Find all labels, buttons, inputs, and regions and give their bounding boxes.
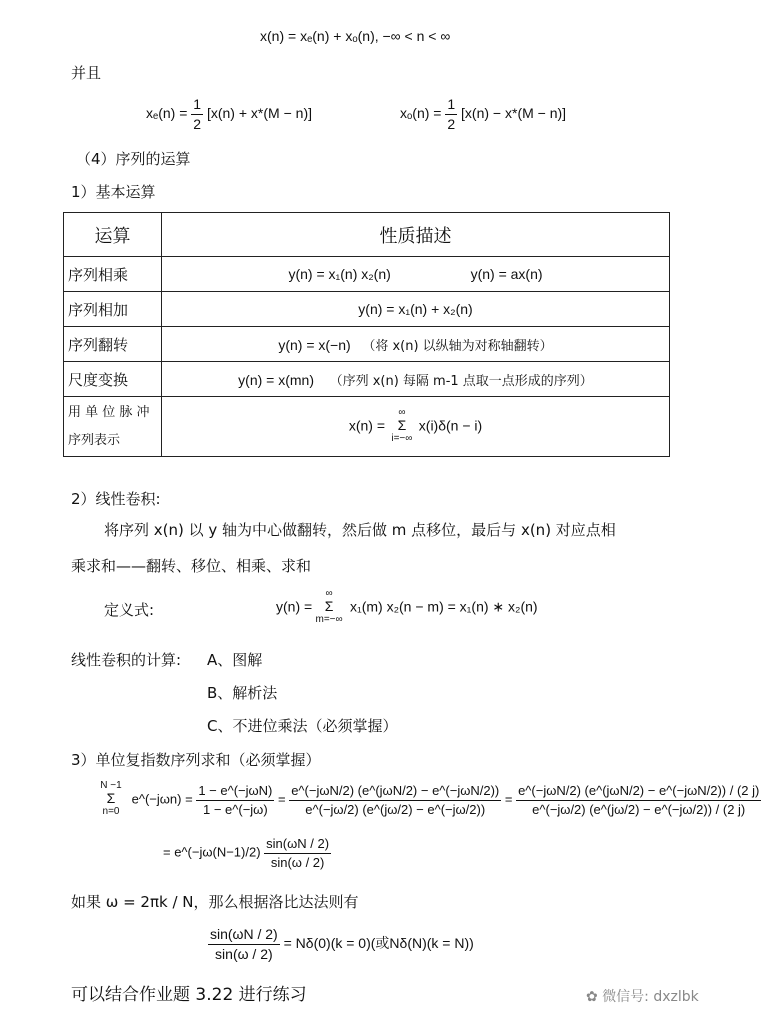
row-desc: y(n) = x₁(n) x₂(n) y(n) = ax(n)	[162, 257, 670, 292]
row-desc: y(n) = x(−n) （将 x(n) 以纵轴为对称轴翻转）	[162, 327, 670, 362]
lhopital-intro: 如果 ω = 2πk / N，那么根据洛比达法则有	[71, 893, 359, 911]
row-desc: y(n) = x₁(n) + x₂(n)	[162, 292, 670, 327]
calc-method-b: B、解析法	[207, 684, 278, 702]
wechat-icon: ✿	[586, 989, 598, 1005]
exp-sum-result: = e^(−jω(N−1)/2) $\frac{\sin(\omega N / 2)}{\sin(\omega / 2)}$	[163, 836, 330, 870]
section-4-heading: （4）序列的运算	[76, 150, 191, 168]
decomposition-equation: x(n) = xₑ(n) + xₒ(n), −∞ < n < ∞	[260, 28, 451, 44]
row-op-label: 序列相乘	[64, 257, 162, 292]
convolution-desc-line1: 将序列 x(n) 以 y 轴为中心做翻转，然后做 m 点移位，最后与 x(n) 对应点相	[104, 521, 616, 539]
calc-method-c: C、不进位乘法（必须掌握）	[207, 717, 398, 735]
definition-label: 定义式:	[104, 601, 155, 619]
wechat-watermark: ✿ 微信号: dxzlbk	[586, 989, 699, 1005]
convolution-heading: 2）线性卷积:	[71, 490, 161, 508]
xe-equation: xₑ(n) = $\frac{1}{2}$ [x(n) + x*(M − n)]	[146, 96, 312, 132]
xo-equation: xₒ(n) = $\frac{1}{2}$ [x(n) − x*(M − n)]	[400, 96, 567, 132]
row-op-label: 尺度变换	[64, 362, 162, 397]
row-op-label: 序列翻转	[64, 327, 162, 362]
practice-note: 可以结合作业题 3.22 进行练习	[71, 985, 307, 1005]
row-desc: x(n) = ∞ Σ i=−∞ x(i)δ(n − i)	[162, 397, 670, 457]
exp-sum-equation: N −1 Σ n=0 e^(−jωn) = $\frac{\text{1 − e\textasciicircum{}(−jωN)}}{1 - e\^{}(-j\omega)}$ = $\frac{\text{e\textasciicircum{}(−jωN/2) (e\textasciicircum{}(jωN/2) − e\textasciicircum{}(−jωN/2))}}{e\^{}(-j\omega/2) (e\^{}(j\omega/2) - e\^{}(-j\omega/2))}$ = $\frac{\text{e\textasciicircum{}(−jωN/2) (e\textasciicircum{}(jωN/2) − e\textasciicircum{}(−jωN/2)) / (2 j)}}{e\^{}(-j\omega/2) (e\^{}(j\omega/2) - e\^{}(-j\omega/2)) / (2 j)}$	[100, 780, 760, 817]
row-desc: y(n) = x(mn) （序列 x(n) 每隔 m-1 点取一点形成的序列）	[162, 362, 670, 397]
header-op: 运算	[64, 213, 162, 257]
calc-methods-label: 线性卷积的计算:	[71, 651, 182, 669]
row-op-label: 用 单 位 脉 冲 序列表示	[64, 397, 162, 457]
operations-table	[63, 212, 670, 457]
row-op-label: 序列相加	[64, 292, 162, 327]
and-text: 并且	[71, 64, 102, 82]
table-row	[64, 397, 670, 457]
table-row	[64, 292, 670, 327]
summation-symbol: ∞ Σ i=−∞	[391, 406, 413, 444]
calc-method-a: A、图解	[207, 651, 263, 669]
convolution-desc-line2: 乘求和——翻转、移位、相乘、求和	[71, 557, 312, 575]
lhopital-result: $\frac{\sin(\omega N / 2)}{\sin(\omega / 2)}$ = Nδ(0)(k = 0)(或Nδ(N)(k = N))	[210, 926, 474, 962]
table-row	[64, 327, 670, 362]
table-row	[64, 257, 670, 292]
table-row	[64, 362, 670, 397]
basic-ops-heading: 1）基本运算	[71, 183, 156, 201]
convolution-definition: y(n) = ∞ Σ m=−∞ x₁(m) x₂(n − m) = x₁(n) ∗ x₂(n)	[276, 588, 538, 625]
table-header-row	[64, 213, 670, 257]
section-3-heading: 3）单位复指数序列求和（必须掌握）	[71, 751, 321, 769]
header-desc: 性质描述	[162, 213, 670, 257]
